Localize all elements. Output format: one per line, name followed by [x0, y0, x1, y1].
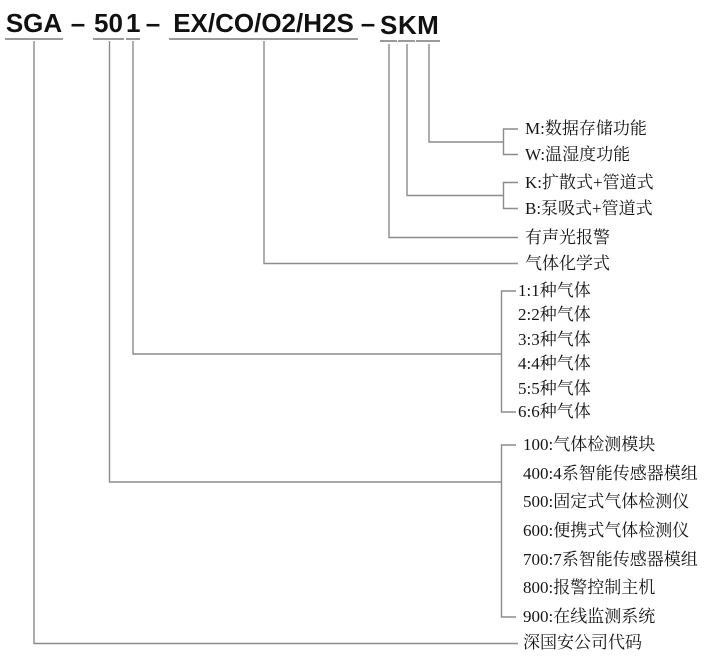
- label-series-900: 900:在线监测系统: [523, 607, 656, 626]
- label-function-option-m: M:数据存储功能: [525, 119, 647, 138]
- label-series-600: 600:便携式气体检测仪: [523, 521, 690, 540]
- code-segment-sampling: K: [398, 10, 417, 40]
- code-segment-function: M: [417, 10, 439, 40]
- label-series-500: 500:固定式气体检测仪: [523, 492, 690, 511]
- label-gas-count-6: 6:6种气体: [518, 402, 591, 421]
- label-series-400: 400:4系智能传感器模组: [523, 464, 698, 483]
- connector-company: [34, 41, 518, 644]
- connector-gas-formula: [264, 41, 518, 264]
- connector-sampling: [407, 44, 503, 196]
- code-segment-gases: EX/CO/O2/H2S: [169, 9, 358, 40]
- label-sampling-option-b: B:泵吸式+管道式: [525, 199, 653, 218]
- connector-alarm: [389, 44, 518, 238]
- connector-series: [110, 41, 502, 482]
- label-gas-count-3: 3:3种气体: [518, 330, 591, 349]
- code-segment-company: SGA: [5, 8, 63, 38]
- label-company-code: 深国安公司代码: [523, 633, 642, 652]
- label-series-800: 800:报警控制主机: [523, 578, 656, 597]
- connector-gas-count: [133, 41, 502, 354]
- label-function-option-w: W:温湿度功能: [525, 145, 631, 164]
- bracket-gas-count-options: [502, 291, 517, 412]
- label-gas-formula: 气体化学式: [525, 254, 610, 273]
- code-segment-series: 50: [94, 8, 123, 38]
- label-alarm: 有声光报警: [525, 228, 610, 247]
- label-sampling-option-k: K:扩散式+管道式: [525, 173, 654, 192]
- label-series-700: 700:7系智能传感器模组: [523, 550, 698, 569]
- bracket-function-options: [504, 129, 519, 155]
- label-gas-count-5: 5:5种气体: [518, 379, 591, 398]
- connector-function: [429, 44, 503, 142]
- code-separator-1: –: [70, 8, 86, 38]
- code-segment-alarm: S: [380, 10, 398, 40]
- code-separator-2: –: [145, 8, 161, 38]
- label-gas-count-1: 1:1种气体: [518, 281, 591, 300]
- code-segment-gas-count: 1: [126, 8, 141, 38]
- label-gas-count-2: 2:2种气体: [518, 305, 591, 324]
- bracket-series-options: [502, 445, 517, 617]
- label-gas-count-4: 4:4种气体: [518, 354, 591, 373]
- label-series-100: 100:气体检测模块: [523, 435, 656, 454]
- code-separator-3: –: [360, 8, 376, 38]
- bracket-sampling-options: [504, 183, 519, 209]
